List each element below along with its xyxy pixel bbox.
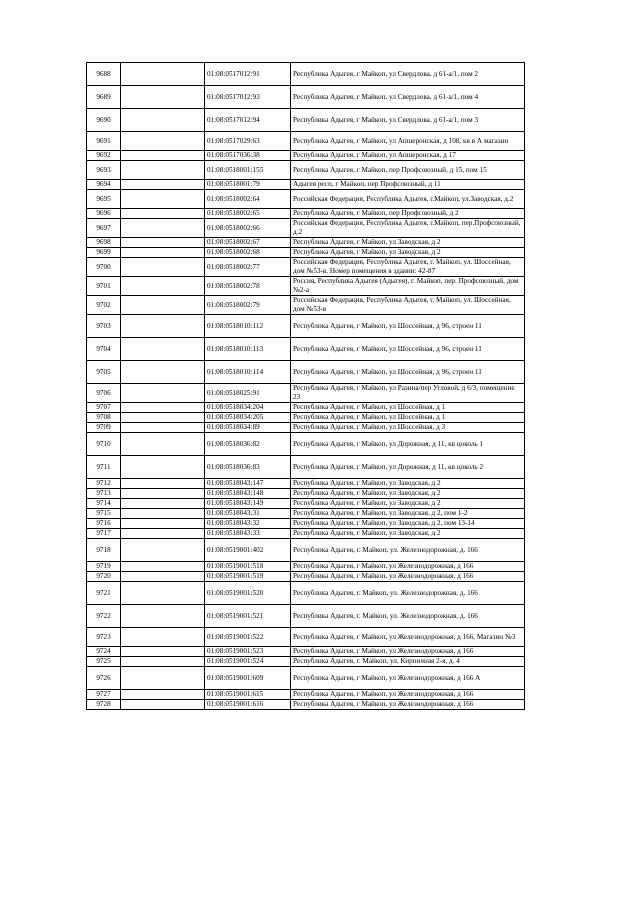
cadastral-number-cell: 01:08:0519001:523 bbox=[205, 647, 291, 657]
empty-cell bbox=[121, 384, 205, 403]
address-cell: Адыгея респ, г Майкоп, пер Профсоюзный, д 11 bbox=[291, 180, 525, 190]
address-cell: Республика Адыгея, г Майкоп, ул Свердлова, д 61-а/1, пом 2 bbox=[291, 63, 525, 86]
row-number-cell: 9711 bbox=[87, 456, 121, 479]
empty-cell bbox=[121, 403, 205, 413]
row-number-cell: 9720 bbox=[87, 572, 121, 582]
row-number-cell: 9696 bbox=[87, 209, 121, 219]
empty-cell bbox=[121, 667, 205, 690]
cadastral-number-cell: 01:08:0518010:112 bbox=[205, 315, 291, 338]
empty-cell bbox=[121, 361, 205, 384]
row-number-cell: 9713 bbox=[87, 489, 121, 499]
table-row bbox=[87, 433, 525, 456]
address-cell: Республика Адыгея, г Майкоп, ул Заводская, д 2 bbox=[291, 238, 525, 248]
table-row bbox=[87, 700, 525, 710]
row-number-cell: 9724 bbox=[87, 647, 121, 657]
table-row bbox=[87, 423, 525, 433]
row-number-cell: 9705 bbox=[87, 361, 121, 384]
address-cell: Российская Федерация, Республика Адыгея, г.Майкоп, ул.Заводская, д.2 bbox=[291, 190, 525, 209]
empty-cell bbox=[121, 238, 205, 248]
table-row bbox=[87, 132, 525, 151]
cadastral-number-cell: 01:08:0519001:616 bbox=[205, 700, 291, 710]
empty-cell bbox=[121, 277, 205, 296]
table-row bbox=[87, 667, 525, 690]
empty-cell bbox=[121, 700, 205, 710]
row-number-cell: 9716 bbox=[87, 519, 121, 529]
empty-cell bbox=[121, 248, 205, 258]
address-cell: Республика Адыгея, г Майкоп, ул Заводская, д 2, пом 13-14 bbox=[291, 519, 525, 529]
address-cell: Республика Адыгея, г Майкоп, ул Апшеронская, д 108, кв в А магазин bbox=[291, 132, 525, 151]
table-row bbox=[87, 529, 525, 539]
table-row bbox=[87, 190, 525, 209]
row-number-cell: 9727 bbox=[87, 690, 121, 700]
empty-cell bbox=[121, 209, 205, 219]
row-number-cell: 9694 bbox=[87, 180, 121, 190]
empty-cell bbox=[121, 423, 205, 433]
empty-cell bbox=[121, 151, 205, 161]
cadastral-number-cell: 01:08:0518002:66 bbox=[205, 219, 291, 238]
cadastral-number-cell: 01:08:0519001:519 bbox=[205, 572, 291, 582]
table-row bbox=[87, 519, 525, 529]
table-row bbox=[87, 413, 525, 423]
address-cell: Республика Адыгея, г. Майкоп, ул. Железнодорожная, д. 166 bbox=[291, 582, 525, 605]
row-number-cell: 9706 bbox=[87, 384, 121, 403]
row-number-cell: 9725 bbox=[87, 657, 121, 667]
empty-cell bbox=[121, 572, 205, 582]
table-row bbox=[87, 361, 525, 384]
row-number-cell: 9722 bbox=[87, 605, 121, 628]
table-row bbox=[87, 338, 525, 361]
address-cell: Республика Адыгея, г Майкоп, ул Шоссейная, д 96, строен 11 bbox=[291, 315, 525, 338]
address-cell: Республика Адыгея, г Майкоп, ул Железнодорожная, д 166, Магазин №3 bbox=[291, 628, 525, 647]
address-cell: Республика Адыгея, г. Майкоп, ул. Железнодорожная, д. 166 bbox=[291, 539, 525, 562]
cadastral-number-cell: 01:08:0518010:114 bbox=[205, 361, 291, 384]
empty-cell bbox=[121, 433, 205, 456]
cadastral-number-cell: 01:08:0518036:83 bbox=[205, 456, 291, 479]
document-page bbox=[86, 62, 524, 710]
empty-cell bbox=[121, 258, 205, 277]
cadastral-number-cell: 01:08:0518043:32 bbox=[205, 519, 291, 529]
row-number-cell: 9728 bbox=[87, 700, 121, 710]
address-cell: Российская Федерация, Республика Адыгея, г.Майкоп, пер.Профсоюзный, д.2 bbox=[291, 219, 525, 238]
address-cell: Республика Адыгея, г Майкоп, ул Заводская, д 2 bbox=[291, 529, 525, 539]
row-number-cell: 9707 bbox=[87, 403, 121, 413]
address-cell: Республика Адыгея, г Майкоп, пер Профсоюзный, д 15, пом 15 bbox=[291, 161, 525, 180]
address-cell: Российская Федерация, Республика Адыгея, г. Майкоп, ул. Шоссейная, дом №53-в bbox=[291, 296, 525, 315]
cadastral-number-cell: 01:08:0518010:113 bbox=[205, 338, 291, 361]
table-row bbox=[87, 499, 525, 509]
empty-cell bbox=[121, 605, 205, 628]
address-cell: Республика Адыгея, г Майкоп, ул Шоссейная, д 96, строен 11 bbox=[291, 361, 525, 384]
table-row bbox=[87, 219, 525, 238]
table-row bbox=[87, 384, 525, 403]
table-row bbox=[87, 690, 525, 700]
cadastral-number-cell: 01:08:0518034:89 bbox=[205, 423, 291, 433]
empty-cell bbox=[121, 338, 205, 361]
address-cell: Республика Адыгея, г Майкоп, ул Апшеронская, д 17 bbox=[291, 151, 525, 161]
address-cell: Республика Адыгея, г Майкоп, ул Шоссейная, д 96, строен 11 bbox=[291, 338, 525, 361]
cadastral-number-cell: 01:08:0519001:520 bbox=[205, 582, 291, 605]
cadastral-number-cell: 01:08:0519001:522 bbox=[205, 628, 291, 647]
empty-cell bbox=[121, 109, 205, 132]
table-row bbox=[87, 180, 525, 190]
row-number-cell: 9712 bbox=[87, 479, 121, 489]
row-number-cell: 9715 bbox=[87, 509, 121, 519]
cadastral-number-cell: 01:08:0517012:93 bbox=[205, 86, 291, 109]
row-number-cell: 9709 bbox=[87, 423, 121, 433]
row-number-cell: 9718 bbox=[87, 539, 121, 562]
address-cell: Республика Адыгея, г Майкоп, ул Железнодорожная, д 166 bbox=[291, 647, 525, 657]
empty-cell bbox=[121, 628, 205, 647]
cadastral-number-cell: 01:08:0518002:77 bbox=[205, 258, 291, 277]
row-number-cell: 9697 bbox=[87, 219, 121, 238]
empty-cell bbox=[121, 63, 205, 86]
row-number-cell: 9691 bbox=[87, 132, 121, 151]
cadastral-number-cell: 01:08:0518001:79 bbox=[205, 180, 291, 190]
cadastral-number-cell: 01:08:0518002:65 bbox=[205, 209, 291, 219]
empty-cell bbox=[121, 562, 205, 572]
cadastral-number-cell: 01:08:0519001:402 bbox=[205, 539, 291, 562]
cadastral-number-cell: 01:08:0519001:615 bbox=[205, 690, 291, 700]
cadastral-number-cell: 01:08:0519001:518 bbox=[205, 562, 291, 572]
table-row bbox=[87, 456, 525, 479]
table-row bbox=[87, 209, 525, 219]
table-row bbox=[87, 277, 525, 296]
cadastral-number-cell: 01:08:0518002:79 bbox=[205, 296, 291, 315]
empty-cell bbox=[121, 413, 205, 423]
cadastral-number-cell: 01:08:0518043:149 bbox=[205, 499, 291, 509]
empty-cell bbox=[121, 657, 205, 667]
address-cell: Республика Адыгея, г Майкоп, ул Разина/пер Угловой, д 6/3, помещение 23 bbox=[291, 384, 525, 403]
table-row bbox=[87, 403, 525, 413]
empty-cell bbox=[121, 456, 205, 479]
cadastral-number-cell: 01:08:0518034:205 bbox=[205, 413, 291, 423]
row-number-cell: 9710 bbox=[87, 433, 121, 456]
cadastral-number-cell: 01:08:0519001:524 bbox=[205, 657, 291, 667]
table-row bbox=[87, 258, 525, 277]
address-cell: Российская Федерация, Республика Адыгея, г. Майкоп, ул. Шоссейная, дом №53-в. Номер помещения в здании: 42-87 bbox=[291, 258, 525, 277]
address-cell: Республика Адыгея, г Майкоп, ул Дорожная, д 11, кв цоколь 1 bbox=[291, 433, 525, 456]
row-number-cell: 9690 bbox=[87, 109, 121, 132]
address-cell: Республика Адыгея, г Майкоп, ул Заводская, д 2, пом 1-2 bbox=[291, 509, 525, 519]
address-cell: Республика Адыгея, г Майкоп, ул Свердлова, д 61-а/1, пом 4 bbox=[291, 86, 525, 109]
row-number-cell: 9693 bbox=[87, 161, 121, 180]
empty-cell bbox=[121, 296, 205, 315]
empty-cell bbox=[121, 582, 205, 605]
table-row bbox=[87, 315, 525, 338]
address-cell: Россия, Республика Адыгея (Адыгея), г. Майкоп, пер. Профсоюзный, дом №2-а bbox=[291, 277, 525, 296]
cadastral-number-cell: 01:08:0518036:82 bbox=[205, 433, 291, 456]
table-row bbox=[87, 151, 525, 161]
table-row bbox=[87, 509, 525, 519]
table-row bbox=[87, 539, 525, 562]
empty-cell bbox=[121, 529, 205, 539]
empty-cell bbox=[121, 647, 205, 657]
register-table bbox=[86, 62, 525, 710]
table-row bbox=[87, 628, 525, 647]
cadastral-number-cell: 01:08:0518002:64 bbox=[205, 190, 291, 209]
cadastral-number-cell: 01:08:0517012:91 bbox=[205, 63, 291, 86]
address-cell: Республика Адыгея, г Майкоп, ул Железнодорожная, д 166 bbox=[291, 700, 525, 710]
cadastral-number-cell: 01:08:0518034:204 bbox=[205, 403, 291, 413]
cadastral-number-cell: 01:08:0517012:94 bbox=[205, 109, 291, 132]
table-row bbox=[87, 63, 525, 86]
row-number-cell: 9714 bbox=[87, 499, 121, 509]
row-number-cell: 9699 bbox=[87, 248, 121, 258]
row-number-cell: 9692 bbox=[87, 151, 121, 161]
cadastral-number-cell: 01:08:0517029:63 bbox=[205, 132, 291, 151]
table-row bbox=[87, 657, 525, 667]
address-cell: Республика Адыгея, г Майкоп, ул Заводская, д 2 bbox=[291, 489, 525, 499]
empty-cell bbox=[121, 690, 205, 700]
register-body bbox=[87, 63, 525, 710]
empty-cell bbox=[121, 479, 205, 489]
row-number-cell: 9703 bbox=[87, 315, 121, 338]
row-number-cell: 9700 bbox=[87, 258, 121, 277]
cadastral-number-cell: 01:08:0518001:155 bbox=[205, 161, 291, 180]
address-cell: Республика Адыгея, г Майкоп, ул Железнодорожная, д 166 bbox=[291, 690, 525, 700]
empty-cell bbox=[121, 519, 205, 529]
address-cell: Республика Адыгея, г Майкоп, ул Шоссейная, д 1 bbox=[291, 403, 525, 413]
row-number-cell: 9689 bbox=[87, 86, 121, 109]
cadastral-number-cell: 01:08:0518002:68 bbox=[205, 248, 291, 258]
table-row bbox=[87, 86, 525, 109]
cadastral-number-cell: 01:08:0517036:38 bbox=[205, 151, 291, 161]
table-row bbox=[87, 647, 525, 657]
address-cell: Республика Адыгея, г Майкоп, ул Заводская, д 2 bbox=[291, 499, 525, 509]
row-number-cell: 9688 bbox=[87, 63, 121, 86]
row-number-cell: 9726 bbox=[87, 667, 121, 690]
cadastral-number-cell: 01:08:0518043:147 bbox=[205, 479, 291, 489]
table-row bbox=[87, 248, 525, 258]
address-cell: Республика Адыгея, г Майкоп, ул Шоссейная, д 1 bbox=[291, 413, 525, 423]
row-number-cell: 9708 bbox=[87, 413, 121, 423]
address-cell: Республика Адыгея, г Майкоп, ул Железнодорожная, д 166 bbox=[291, 562, 525, 572]
address-cell: Республика Адыгея, г. Майкоп, ул. Железнодорожная, д. 166 bbox=[291, 605, 525, 628]
cadastral-number-cell: 01:08:0518043:148 bbox=[205, 489, 291, 499]
address-cell: Республика Адыгея, г Майкоп, пер Профсоюзный, д 2 bbox=[291, 209, 525, 219]
cadastral-number-cell: 01:08:0518025:91 bbox=[205, 384, 291, 403]
row-number-cell: 9704 bbox=[87, 338, 121, 361]
cadastral-number-cell: 01:08:0518002:67 bbox=[205, 238, 291, 248]
empty-cell bbox=[121, 161, 205, 180]
row-number-cell: 9719 bbox=[87, 562, 121, 572]
empty-cell bbox=[121, 499, 205, 509]
cadastral-number-cell: 01:08:0518002:78 bbox=[205, 277, 291, 296]
row-number-cell: 9695 bbox=[87, 190, 121, 209]
empty-cell bbox=[121, 132, 205, 151]
row-number-cell: 9701 bbox=[87, 277, 121, 296]
table-row bbox=[87, 605, 525, 628]
table-row bbox=[87, 238, 525, 248]
empty-cell bbox=[121, 190, 205, 209]
cadastral-number-cell: 01:08:0519001:521 bbox=[205, 605, 291, 628]
table-row bbox=[87, 109, 525, 132]
table-row bbox=[87, 489, 525, 499]
address-cell: Республика Адыгея, г Майкоп, ул Свердлова, д 61-а/1, пом 3 bbox=[291, 109, 525, 132]
row-number-cell: 9702 bbox=[87, 296, 121, 315]
cadastral-number-cell: 01:08:0518043:31 bbox=[205, 509, 291, 519]
address-cell: Республика Адыгея, г Майкоп, ул Шоссейная, д 3 bbox=[291, 423, 525, 433]
empty-cell bbox=[121, 539, 205, 562]
cadastral-number-cell: 01:08:0518043:33 bbox=[205, 529, 291, 539]
empty-cell bbox=[121, 86, 205, 109]
address-cell: Республика Адыгея, г Майкоп, ул Заводская, д 2 bbox=[291, 248, 525, 258]
table-row bbox=[87, 479, 525, 489]
row-number-cell: 9721 bbox=[87, 582, 121, 605]
empty-cell bbox=[121, 315, 205, 338]
empty-cell bbox=[121, 219, 205, 238]
address-cell: Республика Адыгея, г Майкоп, ул Заводская, д 2 bbox=[291, 479, 525, 489]
empty-cell bbox=[121, 180, 205, 190]
table-row bbox=[87, 296, 525, 315]
cadastral-number-cell: 01:08:0519001:609 bbox=[205, 667, 291, 690]
table-row bbox=[87, 562, 525, 572]
row-number-cell: 9698 bbox=[87, 238, 121, 248]
empty-cell bbox=[121, 489, 205, 499]
row-number-cell: 9723 bbox=[87, 628, 121, 647]
empty-cell bbox=[121, 509, 205, 519]
address-cell: Республика Адыгея, г Майкоп, ул Дорожная, д 11, кв цоколь 2 bbox=[291, 456, 525, 479]
table-row bbox=[87, 161, 525, 180]
table-row bbox=[87, 572, 525, 582]
address-cell: Республика Адыгея, г Майкоп, ул Железнодорожная, д 166 bbox=[291, 572, 525, 582]
table-row bbox=[87, 582, 525, 605]
row-number-cell: 9717 bbox=[87, 529, 121, 539]
address-cell: Республика Адыгея, г Майкоп, ул Железнодорожная, д 166 А bbox=[291, 667, 525, 690]
address-cell: Республика Адыгея, г. Майкоп, ул. Кирпичная 2-я, д. 4 bbox=[291, 657, 525, 667]
